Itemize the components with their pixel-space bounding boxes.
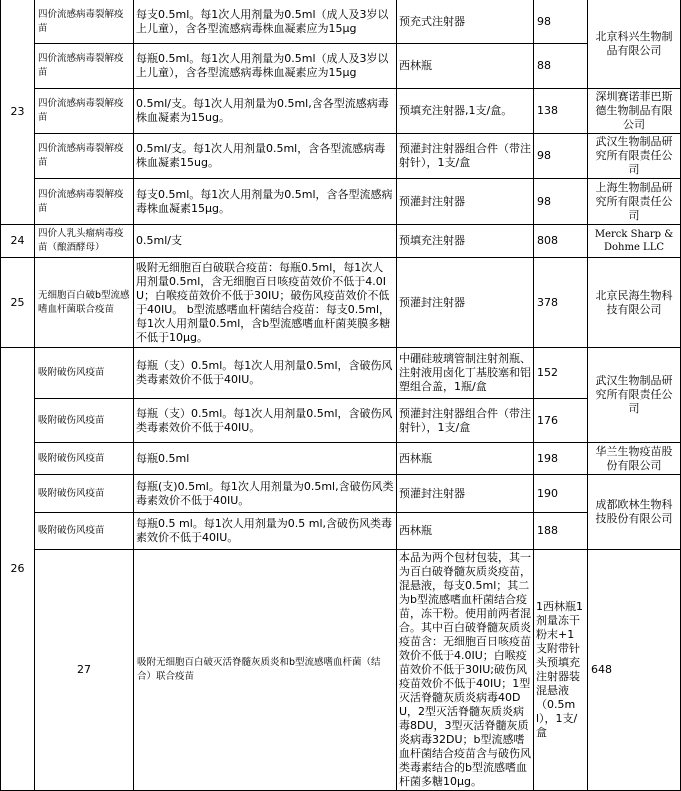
manufacturer: 成都欧林生物科技股份有限公司 xyxy=(588,475,681,550)
row-number: 26 xyxy=(1,348,35,791)
product-name: 吸附破伤风疫苗 xyxy=(35,443,134,475)
product-name: 四价流感病毒裂解疫苗 xyxy=(35,89,134,134)
manufacturer: 深圳赛诺菲巴斯德生物制品有限公司 xyxy=(588,89,681,134)
product-name: 吸附破伤风疫苗 xyxy=(35,399,134,443)
manufacturer: 武汉生物制品研究所有限责任公司 xyxy=(588,348,681,443)
specification: 每瓶(支)0.5ml。每1次人用剂量为0.5ml,含破伤风类毒素效价不低于40IU。 xyxy=(134,475,397,513)
specification: 每瓶（支）0.5ml。每1次人用剂量0.5ml，含破伤风类毒素效价不低于40IU。 xyxy=(134,399,397,443)
manufacturer: 华兰生物疫苗股份有限公司 xyxy=(588,443,681,475)
row-number: 23 xyxy=(1,0,35,225)
price: 176 xyxy=(534,399,588,443)
dosage-form: 预填充注射器,1支/盒。 xyxy=(397,89,534,134)
price: 190 xyxy=(534,475,588,513)
product-name: 吸附破伤风疫苗 xyxy=(35,348,134,399)
specification: 0.5ml/支。每1次人用剂量0.5ml，含各型流感病毒株血凝素15ug。 xyxy=(134,134,397,179)
dosage-form: 西林瓶 xyxy=(397,443,534,475)
price: 98 xyxy=(534,179,588,225)
dosage-form: 预充式注射器 xyxy=(397,0,534,44)
specification: 每瓶0.5 ml。每1次人用剂量为0.5 ml,含破伤风类毒素效价不低于40IU。 xyxy=(134,513,397,550)
dosage-form: 1西林瓶1剂量冻干粉末+1支附带针头预填充注射器装混悬液（0.5ml），1支/盒 xyxy=(534,550,588,791)
product-name: 四价流感病毒裂解疫苗 xyxy=(35,44,134,89)
specification: 每支0.5ml。每1次人用剂量为0.5ml（成人及3岁以上儿童），含各型流感病毒株血凝素应为15μg xyxy=(134,0,397,44)
price: 88 xyxy=(534,44,588,89)
product-name: 四价人乳头瘤病毒疫苗（酿酒酵母） xyxy=(35,225,134,258)
table-row xyxy=(1,225,681,258)
dosage-form: 中硼硅玻璃管制注射剂瓶、注射液用卤化丁基胶塞和铝塑组合盖，1瓶/盒 xyxy=(397,348,534,399)
specification: 0.5ml/支。每1次人用剂量为0.5ml,含各型流感病毒株血凝素为15ug。 xyxy=(134,89,397,134)
table-row xyxy=(1,348,681,399)
specification: 每瓶0.5ml。每1次人用剂量为0.5ml（成人及3岁以上儿童），含各型流感病毒株血凝素应为15μg xyxy=(134,44,397,89)
product-name: 无细胞百白破b型流感嗜血杆菌联合疫苗 xyxy=(35,258,134,348)
table-row xyxy=(1,550,681,791)
price: 648 xyxy=(588,550,681,791)
product-name: 四价流感病毒裂解疫苗 xyxy=(35,0,134,44)
row-number: 25 xyxy=(1,258,35,348)
product-name: 吸附破伤风疫苗 xyxy=(35,513,134,550)
price: 152 xyxy=(534,348,588,399)
price: 138 xyxy=(534,89,588,134)
specification: 本品为两个包材包装，其一为百白破脊髓灰质炎疫苗，混悬液，每支0.5ml；其二为b型流感嗜血杆菌结合疫苗，冻干粉。使用前两者混合。其中百白破脊髓灰质炎疫苗含：无细胞百日咳疫苗效价不低于4.0IU；白喉疫苗效价不低于30IU;破伤风疫苗效价不低于40IU；1型灭活脊髓灰质炎病毒40DU，2型灭活脊髓灰质炎病毒8DU，3型灭活脊髓灰质炎病毒32DU；b型流感嗜血杆菌结合疫苗含与破伤风类毒素结合的b型流感嗜血杆菌多糖10μg。 xyxy=(397,550,534,791)
specification: 每瓶0.5ml xyxy=(134,443,397,475)
specification: 每支0.5ml。每1次人用剂量为0.5ml，含各型流感病毒株血凝素15μg。 xyxy=(134,179,397,225)
manufacturer: 武汉生物制品研究所有限责任公司 xyxy=(588,134,681,179)
product-name: 四价流感病毒裂解疫苗 xyxy=(35,134,134,179)
manufacturer: Merck Sharp & Dohme LLC xyxy=(588,225,681,258)
product-name: 吸附无细胞百白破灭活脊髓灰质炎和b型流感嗜血杆菌（结合）联合疫苗 xyxy=(134,550,397,791)
price: 98 xyxy=(534,134,588,179)
table-row xyxy=(1,258,681,348)
price: 198 xyxy=(534,443,588,475)
manufacturer: 北京民海生物科技有限公司 xyxy=(588,258,681,348)
table-row xyxy=(1,513,681,550)
row-number: 27 xyxy=(35,550,134,791)
price: 98 xyxy=(534,0,588,44)
table-row xyxy=(1,179,681,225)
table-row xyxy=(1,443,681,475)
table-row xyxy=(1,44,681,89)
dosage-form: 预灌封注射器 xyxy=(397,179,534,225)
dosage-form: 西林瓶 xyxy=(397,513,534,550)
price: 188 xyxy=(534,513,588,550)
table-row xyxy=(1,0,681,44)
table-row xyxy=(1,475,681,513)
dosage-form: 预灌封注射器组合件（带注射针），1支/盒 xyxy=(397,399,534,443)
dosage-form: 预灌封注射器 xyxy=(397,258,534,348)
row-number: 24 xyxy=(1,225,35,258)
dosage-form: 预填充注射器 xyxy=(397,225,534,258)
manufacturer: 上海生物制品研究所有限责任公司 xyxy=(588,179,681,225)
dosage-form: 预灌封注射器组合件（带注射针），1支/盒 xyxy=(397,134,534,179)
price: 808 xyxy=(534,225,588,258)
product-name: 四价流感病毒裂解疫苗 xyxy=(35,179,134,225)
manufacturer: 北京科兴生物制品有限公司 xyxy=(588,0,681,89)
price: 378 xyxy=(534,258,588,348)
specification: 每瓶（支）0.5ml。每1次人用剂量0.5ml，含破伤风类毒素效价不低于40IU。 xyxy=(134,348,397,399)
table-row xyxy=(1,89,681,134)
product-name: 吸附破伤风疫苗 xyxy=(35,475,134,513)
dosage-form: 西林瓶 xyxy=(397,44,534,89)
dosage-form: 预灌封注射器 xyxy=(397,475,534,513)
table-row xyxy=(1,399,681,443)
table-row xyxy=(1,134,681,179)
specification: 吸附无细胞百白破联合疫苗：每瓶0.5ml，每1次人用剂量0.5ml，含无细胞百日咳疫苗效价不低于4.0IU；白喉疫苗效价不低于30IU；破伤风疫苗效价不低于40IU。 b型流感嗜血杆菌结合疫苗：每支0.5ml，每1次人用剂量0.5ml，含b型流感嗜血杆菌荚膜多糖不低于10μg。 xyxy=(134,258,397,348)
specification: 0.5ml/支 xyxy=(134,225,397,258)
